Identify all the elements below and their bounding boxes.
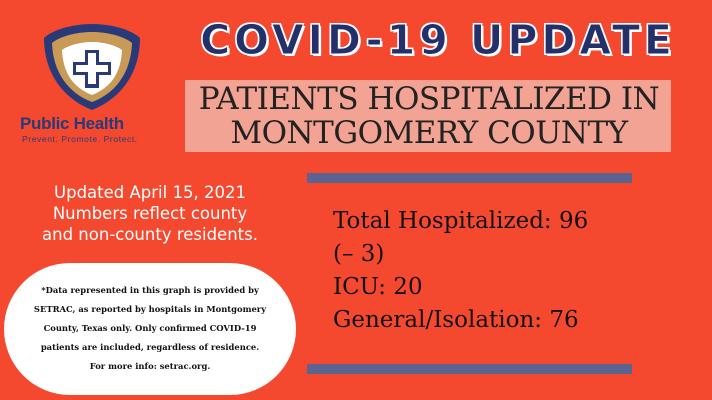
divider-bar-bottom [307, 364, 632, 374]
subtitle-line-1: PATIENTS HOSPITALIZED IN [198, 81, 660, 117]
disclaimer-line-1: *Data represented in this graph is provided by [41, 285, 259, 295]
total-change: (– 3) [333, 241, 385, 267]
update-note-line-2: and non-county residents. [42, 225, 258, 244]
disclaimer-line-3: County, Texas only. Only confirmed COVID-19 [43, 323, 257, 333]
disclaimer-line-4: patients are included, regardless of residence. [40, 342, 260, 352]
update-info [0, 182, 300, 245]
subtitle-line-2: MONTGOMERY COUNTY [230, 115, 628, 151]
page-title: COVID-19 UPDATE [200, 16, 676, 64]
divider-bar-top [307, 173, 632, 183]
brand-name: Public Health [20, 114, 124, 133]
update-note-line-1: Numbers reflect county [52, 204, 248, 223]
brand-tagline: Prevent. Promote. Protect. [22, 134, 138, 144]
shield-cross-icon [42, 22, 142, 112]
disclaimer-line-2: SETRAC, as reported by hospitals in Montgomery [33, 304, 267, 314]
disclaimer-text [16, 281, 284, 376]
update-date: Updated April 15, 2021 [54, 183, 246, 202]
disclaimer-line-5: For more info: setrac.org. [89, 361, 211, 371]
hospitalization-stats [333, 205, 693, 337]
icu-count: ICU: 20 [333, 274, 423, 300]
total-hospitalized: Total Hospitalized: 96 [333, 208, 589, 234]
general-isolation-count: General/Isolation: 76 [333, 307, 579, 333]
